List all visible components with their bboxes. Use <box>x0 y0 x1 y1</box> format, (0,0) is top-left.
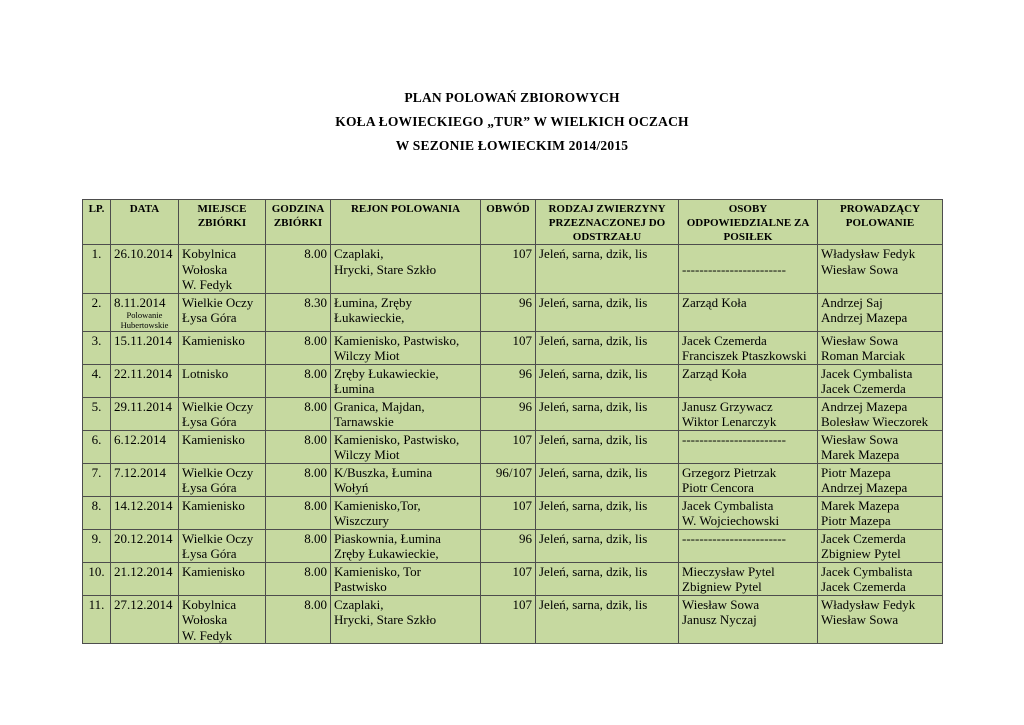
meal-text: ------------------------ <box>682 431 786 447</box>
meal-text: Zbigniew Pytel <box>682 579 762 594</box>
cell-lp <box>83 562 111 595</box>
table-row <box>83 496 943 529</box>
leader-text: Andrzej Saj <box>821 294 883 310</box>
leader-text: Zbigniew Pytel <box>821 546 901 561</box>
cell-meal <box>679 364 818 397</box>
table-row <box>83 430 943 463</box>
game-text: Jeleń, sarna, dzik, lis <box>539 365 648 381</box>
cell-game <box>536 293 679 331</box>
cell-time <box>266 463 331 496</box>
lp-text: 7. <box>91 464 102 480</box>
table-row <box>83 331 943 364</box>
lp-text: 10. <box>88 563 105 579</box>
cell-date <box>111 293 179 331</box>
date-note-text: Hubertowskie <box>120 320 169 330</box>
cell-leader <box>818 364 943 397</box>
date-note-text: Polowanie <box>126 310 163 320</box>
leader-text: Jacek Czemerda <box>821 530 906 546</box>
cell-area <box>331 397 481 430</box>
cell-area <box>331 331 481 364</box>
cell-game <box>536 430 679 463</box>
place-text: W. Fedyk <box>182 277 233 292</box>
cell-area <box>331 364 481 397</box>
area-text: Kamienisko,Tor, <box>334 497 421 513</box>
cell-meal <box>679 463 818 496</box>
leader-text: Wiesław Sowa <box>821 261 899 277</box>
meal-text: ------------------------ <box>682 530 786 546</box>
area-text: Wilczy Miot <box>334 348 400 363</box>
cell-obwod <box>481 496 536 529</box>
cell-leader <box>818 397 943 430</box>
cell-area <box>331 496 481 529</box>
obwod-text: 107 <box>512 563 532 579</box>
cell-obwod <box>481 331 536 364</box>
game-text: Jeleń, sarna, dzik, lis <box>539 497 648 513</box>
game-text: Jeleń, sarna, dzik, lis <box>539 596 648 612</box>
cell-date <box>111 397 179 430</box>
cell-area <box>331 463 481 496</box>
meal-text: Wiktor Lenarczyk <box>682 414 777 429</box>
cell-game <box>536 595 679 644</box>
cell-meal <box>679 397 818 430</box>
cell-obwod <box>481 364 536 397</box>
place-text: Wielkie Oczy <box>182 398 254 414</box>
table-row <box>83 562 943 595</box>
obwod-text: 107 <box>512 497 532 513</box>
area-text: Wiszczury <box>334 513 390 528</box>
area-text: Czaplaki, <box>334 596 384 612</box>
cell-obwod <box>481 397 536 430</box>
obwod-text: 96 <box>519 294 532 310</box>
obwod-text: 96 <box>519 398 532 414</box>
cell-place <box>179 245 266 294</box>
header-place: MIEJSCE ZBIÓRKI <box>179 200 266 245</box>
header-leader: PROWADZĄCY POLOWANIE <box>818 200 943 245</box>
cell-lp <box>83 245 111 294</box>
area-text: K/Buszka, Łumina <box>334 464 433 480</box>
leader-text: Andrzej Mazepa <box>821 398 908 414</box>
cell-place <box>179 595 266 644</box>
cell-lp <box>83 595 111 644</box>
header-area: REJON POLOWANIA <box>331 200 481 245</box>
place-text: Kamienisko <box>182 563 245 579</box>
area-text: Wilczy Miot <box>334 447 400 462</box>
place-text: Kamienisko <box>182 497 245 513</box>
cell-date <box>111 496 179 529</box>
cell-game <box>536 397 679 430</box>
obwod-text: 107 <box>512 332 532 348</box>
document-title <box>0 86 1024 158</box>
header-row <box>83 200 943 245</box>
time-text: 8.00 <box>304 530 327 546</box>
cell-obwod <box>481 595 536 644</box>
place-text: Wołoska <box>182 261 228 277</box>
leader-text: Marek Mazepa <box>821 497 900 513</box>
cell-lp <box>83 397 111 430</box>
place-text: Łysa Góra <box>182 546 237 561</box>
leader-text: Wiesław Sowa <box>821 612 899 627</box>
header-date: DATA <box>111 200 179 245</box>
table-row <box>83 364 943 397</box>
meal-text: W. Wojciechowski <box>682 513 780 528</box>
area-text: Kamienisko, Pastwisko, <box>334 431 460 447</box>
area-text: Łukawieckie, <box>334 310 405 325</box>
cell-time <box>266 364 331 397</box>
cell-place <box>179 496 266 529</box>
cell-place <box>179 463 266 496</box>
lp-text: 6. <box>91 431 102 447</box>
date-text: 20.12.2014 <box>114 530 173 546</box>
cell-obwod <box>481 463 536 496</box>
area-text: Zręby Łukawieckie, <box>334 365 439 381</box>
header-meal: OSOBY ODPOWIEDZIALNE ZA POSIŁEK <box>679 200 818 245</box>
cell-leader <box>818 293 943 331</box>
area-text: Piaskownia, Łumina <box>334 530 441 546</box>
table-row <box>83 397 943 430</box>
cell-date <box>111 430 179 463</box>
time-text: 8.00 <box>304 332 327 348</box>
title-line-3: W SEZONIE ŁOWIECKIM 2014/2015 <box>395 138 629 153</box>
table-row <box>83 245 943 294</box>
meal-text: Mieczysław Pytel <box>682 563 775 579</box>
obwod-text: 107 <box>512 596 532 612</box>
cell-lp <box>83 529 111 562</box>
place-text: Wielkie Oczy <box>182 294 254 310</box>
table-row <box>83 595 943 644</box>
meal-text: Jacek Cymbalista <box>682 497 774 513</box>
cell-game <box>536 364 679 397</box>
cell-time <box>266 496 331 529</box>
obwod-text: 107 <box>512 431 532 447</box>
place-text: Łysa Góra <box>182 480 237 495</box>
cell-game <box>536 245 679 294</box>
cell-time <box>266 331 331 364</box>
leader-text: Jacek Cymbalista <box>821 563 913 579</box>
leader-text: Bolesław Wieczorek <box>821 414 929 429</box>
cell-meal <box>679 562 818 595</box>
game-text: Jeleń, sarna, dzik, lis <box>539 464 648 480</box>
obwod-text: 96 <box>519 365 532 381</box>
place-text: Łysa Góra <box>182 414 237 429</box>
date-text: 8.11.2014 <box>114 294 166 310</box>
cell-leader <box>818 245 943 294</box>
place-text: Kobylnica <box>182 246 237 261</box>
lp-text: 4. <box>91 365 102 381</box>
cell-game <box>536 562 679 595</box>
place-text: Wielkie Oczy <box>182 464 254 480</box>
cell-meal <box>679 245 818 294</box>
cell-meal <box>679 331 818 364</box>
leader-text: Piotr Mazepa <box>821 513 891 528</box>
date-text: 6.12.2014 <box>114 431 166 447</box>
cell-lp <box>83 463 111 496</box>
cell-lp <box>83 364 111 397</box>
place-text: Kamienisko <box>182 431 245 447</box>
cell-area <box>331 430 481 463</box>
area-text: Kamienisko, Tor <box>334 563 421 579</box>
time-text: 8.00 <box>304 431 327 447</box>
area-text: Granica, Majdan, <box>334 398 425 414</box>
leader-text: Jacek Czemerda <box>821 579 906 594</box>
leader-text: Władysław Fedyk <box>821 596 916 612</box>
game-text: Jeleń, sarna, dzik, lis <box>539 246 648 261</box>
meal-text: Grzegorz Pietrzak <box>682 464 777 480</box>
obwod-text: 107 <box>512 246 532 261</box>
cell-leader <box>818 430 943 463</box>
cell-time <box>266 595 331 644</box>
lp-text: 11. <box>88 596 105 612</box>
date-text: 21.12.2014 <box>114 563 173 579</box>
header-game: RODZAJ ZWIERZYNY PRZEZNACZONEJ DO ODSTRZAŁU <box>536 200 679 245</box>
game-text: Jeleń, sarna, dzik, lis <box>539 294 648 310</box>
cell-leader <box>818 463 943 496</box>
area-text: Hrycki, Stare Szkło <box>334 261 437 277</box>
cell-obwod <box>481 293 536 331</box>
time-text: 8.00 <box>304 365 327 381</box>
cell-game <box>536 331 679 364</box>
meal-text: ------------------------ <box>682 261 786 277</box>
area-text: Zręby Łukawieckie, <box>334 546 439 561</box>
cell-place <box>179 529 266 562</box>
time-text: 8.00 <box>304 398 327 414</box>
game-text: Jeleń, sarna, dzik, lis <box>539 332 648 348</box>
cell-place <box>179 293 266 331</box>
date-text: 26.10.2014 <box>114 246 173 261</box>
cell-time <box>266 397 331 430</box>
table-row <box>83 293 943 331</box>
leader-text: Andrzej Mazepa <box>821 480 908 495</box>
cell-place <box>179 430 266 463</box>
cell-area <box>331 595 481 644</box>
cell-leader <box>818 331 943 364</box>
cell-area <box>331 529 481 562</box>
cell-meal <box>679 595 818 644</box>
time-text: 8.00 <box>304 596 327 612</box>
leader-text: Roman Marciak <box>821 348 906 363</box>
cell-date <box>111 529 179 562</box>
cell-place <box>179 331 266 364</box>
title-line-2: KOŁA ŁOWIECKIEGO „TUR” W WIELKICH OCZACH <box>335 114 689 129</box>
obwod-text: 96 <box>519 530 532 546</box>
meal-text: Jacek Czemerda <box>682 332 767 348</box>
leader-text: Władysław Fedyk <box>821 246 916 261</box>
place-text: W. Fedyk <box>182 627 233 643</box>
hunting-plan-table <box>82 199 943 644</box>
cell-meal <box>679 430 818 463</box>
title-line-1: PLAN POLOWAŃ ZBIOROWYCH <box>404 90 620 105</box>
game-text: Jeleń, sarna, dzik, lis <box>539 431 648 447</box>
table-row <box>83 463 943 496</box>
cell-leader <box>818 595 943 644</box>
area-text: Kamienisko, Pastwisko, <box>334 332 460 348</box>
leader-text: Wiesław Sowa <box>821 332 899 348</box>
area-text: Tarnawskie <box>334 414 394 429</box>
cell-time <box>266 293 331 331</box>
meal-text: Franciszek Ptaszkowski <box>682 348 807 363</box>
time-text: 8.00 <box>304 464 327 480</box>
cell-meal <box>679 496 818 529</box>
place-text: Wielkie Oczy <box>182 530 254 546</box>
cell-lp <box>83 430 111 463</box>
meal-text: Janusz Nyczaj <box>682 612 757 627</box>
cell-place <box>179 397 266 430</box>
lp-text: 2. <box>91 294 102 310</box>
cell-date <box>111 245 179 294</box>
cell-date <box>111 331 179 364</box>
cell-obwod <box>481 245 536 294</box>
obwod-text: 96/107 <box>495 464 532 480</box>
cell-area <box>331 245 481 294</box>
table-row <box>83 529 943 562</box>
area-text: Łumina, Zręby <box>334 294 412 310</box>
meal-text: Wiesław Sowa <box>682 596 760 612</box>
cell-date <box>111 595 179 644</box>
area-text: Pastwisko <box>334 579 387 594</box>
cell-obwod <box>481 529 536 562</box>
cell-leader <box>818 562 943 595</box>
cell-lp <box>83 331 111 364</box>
place-text: Wołoska <box>182 612 228 627</box>
cell-date <box>111 364 179 397</box>
leader-text: Piotr Mazepa <box>821 464 891 480</box>
cell-area <box>331 293 481 331</box>
date-text: 27.12.2014 <box>114 596 173 612</box>
place-text: Lotnisko <box>182 365 229 381</box>
time-text: 8.00 <box>304 497 327 513</box>
cell-area <box>331 562 481 595</box>
game-text: Jeleń, sarna, dzik, lis <box>539 563 648 579</box>
cell-obwod <box>481 562 536 595</box>
meal-text: Zarząd Koła <box>682 294 747 310</box>
cell-meal <box>679 293 818 331</box>
area-text: Łumina <box>334 381 375 396</box>
cell-time <box>266 430 331 463</box>
cell-place <box>179 562 266 595</box>
cell-obwod <box>481 430 536 463</box>
lp-text: 9. <box>91 530 102 546</box>
place-text: Łysa Góra <box>182 310 237 325</box>
cell-game <box>536 463 679 496</box>
area-text: Hrycki, Stare Szkło <box>334 612 437 627</box>
leader-text: Jacek Czemerda <box>821 381 906 396</box>
cell-lp <box>83 293 111 331</box>
time-text: 8.30 <box>304 294 327 310</box>
place-text: Kobylnica <box>182 596 237 612</box>
cell-leader <box>818 496 943 529</box>
date-text: 22.11.2014 <box>114 365 173 381</box>
date-text: 15.11.2014 <box>114 332 173 348</box>
leader-text: Andrzej Mazepa <box>821 310 908 325</box>
leader-text: Marek Mazepa <box>821 447 900 462</box>
cell-lp <box>83 496 111 529</box>
area-text: Wołyń <box>334 480 369 495</box>
lp-text: 5. <box>91 398 102 414</box>
cell-place <box>179 364 266 397</box>
meal-text: Piotr Cencora <box>682 480 754 495</box>
time-text: 8.00 <box>304 246 327 261</box>
cell-time <box>266 562 331 595</box>
cell-meal <box>679 529 818 562</box>
meal-text: Janusz Grzywacz <box>682 398 773 414</box>
lp-text: 1. <box>91 246 102 261</box>
date-text: 29.11.2014 <box>114 398 173 414</box>
game-text: Jeleń, sarna, dzik, lis <box>539 530 648 546</box>
cell-date <box>111 562 179 595</box>
header-obwod: OBWÓD <box>481 200 536 245</box>
place-text: Kamienisko <box>182 332 245 348</box>
time-text: 8.00 <box>304 563 327 579</box>
game-text: Jeleń, sarna, dzik, lis <box>539 398 648 414</box>
lp-text: 8. <box>91 497 102 513</box>
blank-line <box>682 246 814 262</box>
header-lp: LP. <box>83 200 111 245</box>
date-text: 14.12.2014 <box>114 497 173 513</box>
cell-game <box>536 529 679 562</box>
cell-game <box>536 496 679 529</box>
header-time: GODZINA ZBIÓRKI <box>266 200 331 245</box>
leader-text: Wiesław Sowa <box>821 431 899 447</box>
meal-text: Zarząd Koła <box>682 365 747 381</box>
cell-leader <box>818 529 943 562</box>
leader-text: Jacek Cymbalista <box>821 365 913 381</box>
lp-text: 3. <box>91 332 102 348</box>
cell-time <box>266 529 331 562</box>
cell-time <box>266 245 331 294</box>
area-text: Czaplaki, <box>334 246 384 261</box>
date-text: 7.12.2014 <box>114 464 166 480</box>
cell-date <box>111 463 179 496</box>
